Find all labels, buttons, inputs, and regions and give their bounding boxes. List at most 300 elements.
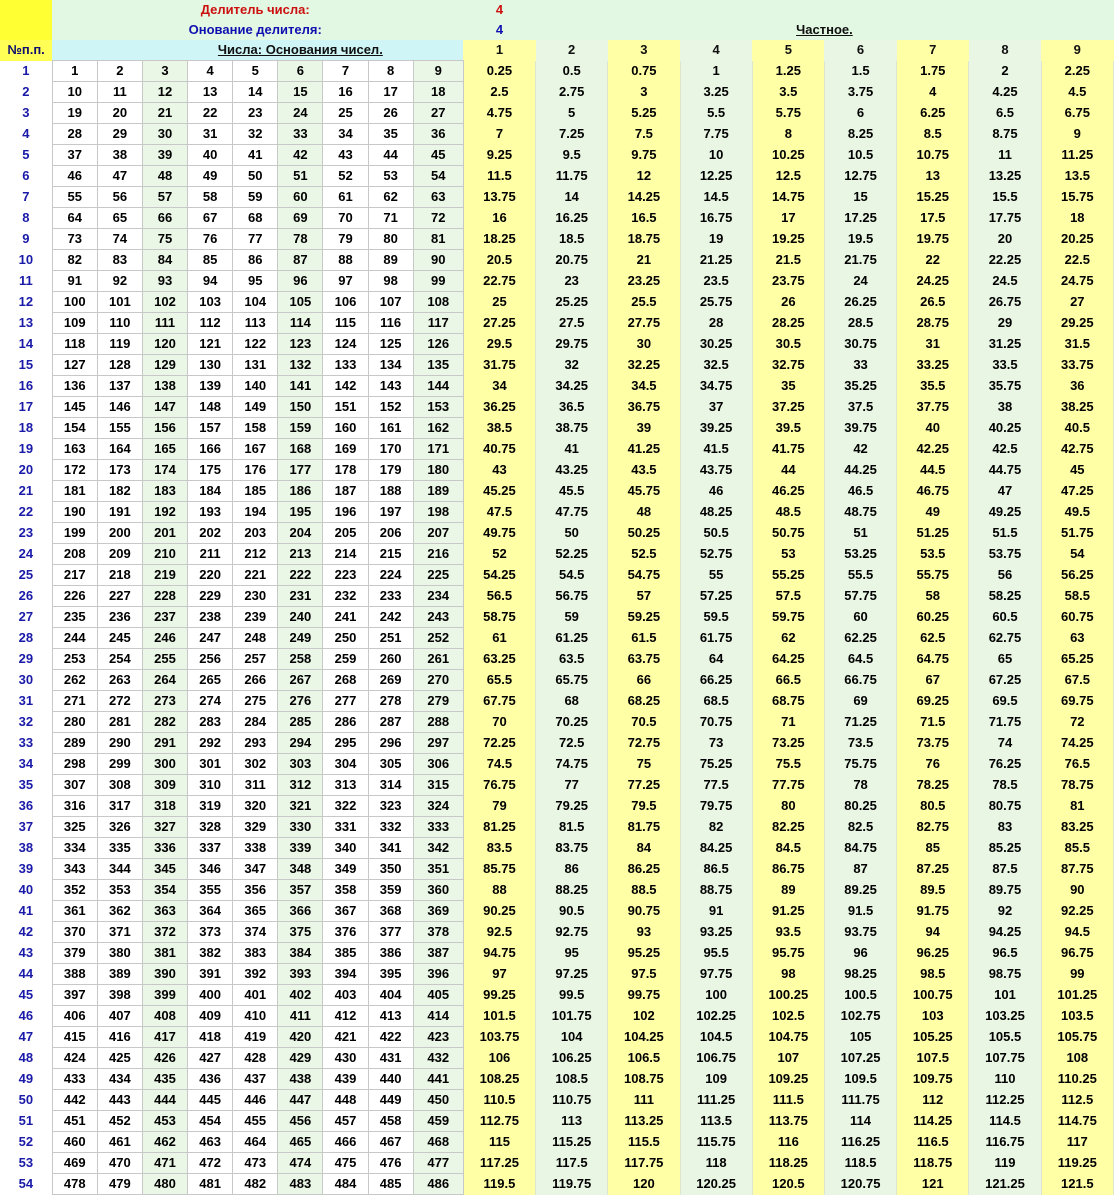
quotient-cell[interactable]: 52.5	[608, 544, 680, 565]
quotient-cell[interactable]: 107	[752, 1048, 824, 1069]
quotient-cell[interactable]: 31	[897, 334, 969, 355]
row-index[interactable]: 14	[0, 334, 52, 355]
quotient-cell[interactable]: 3	[608, 82, 680, 103]
number-cell[interactable]: 187	[323, 481, 368, 502]
quotient-cell[interactable]: 0.75	[608, 61, 680, 82]
quotient-cell[interactable]: 88	[463, 880, 535, 901]
number-cell[interactable]: 290	[97, 733, 142, 754]
number-cell[interactable]: 374	[233, 922, 278, 943]
quotient-cell[interactable]: 8.5	[897, 124, 969, 145]
quotient-cell[interactable]: 23.25	[608, 271, 680, 292]
quotient-cell[interactable]: 37.25	[752, 397, 824, 418]
number-cell[interactable]: 40	[188, 145, 233, 166]
quotient-cell[interactable]: 15	[824, 187, 896, 208]
row-index[interactable]: 5	[0, 145, 52, 166]
number-cell[interactable]: 365	[233, 901, 278, 922]
number-cell[interactable]: 463	[188, 1132, 233, 1153]
row-index[interactable]: 4	[0, 124, 52, 145]
quotient-cell[interactable]: 35.75	[969, 376, 1041, 397]
number-cell[interactable]: 79	[323, 229, 368, 250]
quotient-cell[interactable]: 7.25	[536, 124, 608, 145]
number-cell[interactable]: 302	[233, 754, 278, 775]
number-cell[interactable]: 135	[413, 355, 463, 376]
quotient-cell[interactable]: 17	[752, 208, 824, 229]
number-cell[interactable]: 320	[233, 796, 278, 817]
quotient-cell[interactable]: 111.5	[752, 1090, 824, 1111]
quotient-cell[interactable]: 82.5	[824, 817, 896, 838]
quotient-cell[interactable]: 17.75	[969, 208, 1041, 229]
row-index[interactable]: 36	[0, 796, 52, 817]
quotient-cell[interactable]: 30.75	[824, 334, 896, 355]
number-cell[interactable]: 312	[278, 775, 323, 796]
quotient-cell[interactable]: 37.75	[897, 397, 969, 418]
number-cell[interactable]: 157	[188, 418, 233, 439]
number-cell[interactable]: 359	[368, 880, 413, 901]
number-cell[interactable]: 140	[233, 376, 278, 397]
number-cell[interactable]: 123	[278, 334, 323, 355]
number-cell[interactable]: 391	[188, 964, 233, 985]
quotient-cell[interactable]: 49	[897, 502, 969, 523]
quotient-cell[interactable]: 10.25	[752, 145, 824, 166]
quotient-cell[interactable]: 31.25	[969, 334, 1041, 355]
number-cell[interactable]: 343	[52, 859, 97, 880]
quotient-cell[interactable]: 20.25	[1041, 229, 1113, 250]
quotient-cell[interactable]: 75	[608, 754, 680, 775]
quotient-cell[interactable]: 58.5	[1041, 586, 1113, 607]
quotient-cell[interactable]: 110.25	[1041, 1069, 1113, 1090]
quotient-cell[interactable]: 95.25	[608, 943, 680, 964]
quotient-col-header[interactable]: 3	[608, 40, 680, 61]
quotient-cell[interactable]: 21.5	[752, 250, 824, 271]
number-cell[interactable]: 351	[413, 859, 463, 880]
number-cell[interactable]: 459	[413, 1111, 463, 1132]
quotient-cell[interactable]: 5.25	[608, 103, 680, 124]
number-cell[interactable]: 434	[97, 1069, 142, 1090]
number-cell[interactable]: 235	[52, 607, 97, 628]
number-cell[interactable]: 114	[278, 313, 323, 334]
number-cell[interactable]: 411	[278, 1006, 323, 1027]
number-cell[interactable]: 416	[97, 1027, 142, 1048]
number-cell[interactable]: 429	[278, 1048, 323, 1069]
quotient-cell[interactable]: 118.25	[752, 1153, 824, 1174]
number-cell[interactable]: 74	[97, 229, 142, 250]
number-cell[interactable]: 294	[278, 733, 323, 754]
quotient-cell[interactable]: 120	[608, 1174, 680, 1195]
quotient-cell[interactable]: 81	[1041, 796, 1113, 817]
number-cell[interactable]: 246	[142, 628, 187, 649]
quotient-cell[interactable]: 61.25	[536, 628, 608, 649]
quotient-cell[interactable]: 116.25	[824, 1132, 896, 1153]
number-cell[interactable]: 177	[278, 460, 323, 481]
number-cell[interactable]: 357	[278, 880, 323, 901]
number-cell[interactable]: 107	[368, 292, 413, 313]
number-cell[interactable]: 329	[233, 817, 278, 838]
quotient-cell[interactable]: 51	[824, 523, 896, 544]
number-cell[interactable]: 110	[97, 313, 142, 334]
number-cell[interactable]: 263	[97, 670, 142, 691]
number-cell[interactable]: 399	[142, 985, 187, 1006]
number-cell[interactable]: 68	[233, 208, 278, 229]
number-cell[interactable]: 408	[142, 1006, 187, 1027]
quotient-cell[interactable]: 26.25	[824, 292, 896, 313]
quotient-cell[interactable]: 86.5	[680, 859, 752, 880]
number-cell[interactable]: 125	[368, 334, 413, 355]
quotient-cell[interactable]: 97.5	[608, 964, 680, 985]
index-header[interactable]: №п.п.	[0, 40, 52, 61]
row-index[interactable]: 42	[0, 922, 52, 943]
number-cell[interactable]: 313	[323, 775, 368, 796]
number-cell[interactable]: 338	[233, 838, 278, 859]
number-cell[interactable]: 113	[233, 313, 278, 334]
quotient-cell[interactable]: 19.5	[824, 229, 896, 250]
quotient-cell[interactable]: 86.25	[608, 859, 680, 880]
quotient-cell[interactable]: 36.75	[608, 397, 680, 418]
number-cell[interactable]: 427	[188, 1048, 233, 1069]
row-index[interactable]: 40	[0, 880, 52, 901]
quotient-cell[interactable]: 65.25	[1041, 649, 1113, 670]
quotient-cell[interactable]: 12.5	[752, 166, 824, 187]
quotient-cell[interactable]: 21.75	[824, 250, 896, 271]
quotient-cell[interactable]: 40.25	[969, 418, 1041, 439]
number-cell[interactable]: 478	[52, 1174, 97, 1195]
quotient-cell[interactable]: 94.25	[969, 922, 1041, 943]
number-cell[interactable]: 390	[142, 964, 187, 985]
number-cell[interactable]: 78	[278, 229, 323, 250]
quotient-cell[interactable]: 47.25	[1041, 481, 1113, 502]
quotient-cell[interactable]: 78.75	[1041, 775, 1113, 796]
number-cell[interactable]: 331	[323, 817, 368, 838]
quotient-cell[interactable]: 24	[824, 271, 896, 292]
quotient-cell[interactable]: 111.75	[824, 1090, 896, 1111]
quotient-cell[interactable]: 56.75	[536, 586, 608, 607]
quotient-cell[interactable]: 16.5	[608, 208, 680, 229]
quotient-cell[interactable]: 75.25	[680, 754, 752, 775]
quotient-cell[interactable]: 35	[752, 376, 824, 397]
number-cell[interactable]: 167	[233, 439, 278, 460]
quotient-cell[interactable]: 70.75	[680, 712, 752, 733]
number-cell[interactable]: 36	[413, 124, 463, 145]
number-cell[interactable]: 43	[323, 145, 368, 166]
quotient-cell[interactable]: 69.25	[897, 691, 969, 712]
row-index[interactable]: 20	[0, 460, 52, 481]
number-cell[interactable]: 469	[52, 1153, 97, 1174]
number-cell[interactable]: 175	[188, 460, 233, 481]
quotient-cell[interactable]: 89	[752, 880, 824, 901]
quotient-cell[interactable]: 93.25	[680, 922, 752, 943]
quotient-cell[interactable]: 109.5	[824, 1069, 896, 1090]
quotient-cell[interactable]: 56.5	[463, 586, 535, 607]
number-cell[interactable]: 112	[188, 313, 233, 334]
number-cell[interactable]: 6	[278, 61, 323, 82]
number-cell[interactable]: 150	[278, 397, 323, 418]
quotient-cell[interactable]: 112	[897, 1090, 969, 1111]
row-index[interactable]: 25	[0, 565, 52, 586]
number-cell[interactable]: 148	[188, 397, 233, 418]
quotient-cell[interactable]: 16.25	[536, 208, 608, 229]
quotient-cell[interactable]: 0.5	[536, 61, 608, 82]
number-cell[interactable]: 132	[278, 355, 323, 376]
number-cell[interactable]: 124	[323, 334, 368, 355]
number-cell[interactable]: 90	[413, 250, 463, 271]
quotient-cell[interactable]: 109.75	[897, 1069, 969, 1090]
quotient-cell[interactable]: 10	[680, 145, 752, 166]
number-cell[interactable]: 122	[233, 334, 278, 355]
number-cell[interactable]: 247	[188, 628, 233, 649]
number-cell[interactable]: 67	[188, 208, 233, 229]
quotient-cell[interactable]: 97.25	[536, 964, 608, 985]
quotient-cell[interactable]: 103.25	[969, 1006, 1041, 1027]
number-cell[interactable]: 164	[97, 439, 142, 460]
number-cell[interactable]: 325	[52, 817, 97, 838]
quotient-cell[interactable]: 9.75	[608, 145, 680, 166]
quotient-cell[interactable]: 5	[536, 103, 608, 124]
number-cell[interactable]: 81	[413, 229, 463, 250]
quotient-cell[interactable]: 14	[536, 187, 608, 208]
quotient-cell[interactable]: 22	[897, 250, 969, 271]
quotient-cell[interactable]: 33.75	[1041, 355, 1113, 376]
quotient-cell[interactable]: 43.5	[608, 460, 680, 481]
quotient-cell[interactable]: 11.25	[1041, 145, 1113, 166]
quotient-cell[interactable]: 42.75	[1041, 439, 1113, 460]
quotient-cell[interactable]: 16	[463, 208, 535, 229]
number-cell[interactable]: 129	[142, 355, 187, 376]
number-cell[interactable]: 308	[97, 775, 142, 796]
number-cell[interactable]: 482	[233, 1174, 278, 1195]
quotient-cell[interactable]: 108.75	[608, 1069, 680, 1090]
quotient-cell[interactable]: 34	[463, 376, 535, 397]
number-cell[interactable]: 473	[233, 1153, 278, 1174]
number-cell[interactable]: 383	[233, 943, 278, 964]
quotient-cell[interactable]: 70.5	[608, 712, 680, 733]
quotient-cell[interactable]: 32.25	[608, 355, 680, 376]
number-cell[interactable]: 311	[233, 775, 278, 796]
quotient-col-header[interactable]: 5	[752, 40, 824, 61]
number-cell[interactable]: 413	[368, 1006, 413, 1027]
number-cell[interactable]: 432	[413, 1048, 463, 1069]
quotient-cell[interactable]: 9.5	[536, 145, 608, 166]
quotient-cell[interactable]: 27.25	[463, 313, 535, 334]
number-cell[interactable]: 193	[188, 502, 233, 523]
quotient-cell[interactable]: 46.5	[824, 481, 896, 502]
number-cell[interactable]: 310	[188, 775, 233, 796]
number-cell[interactable]: 13	[188, 82, 233, 103]
row-index[interactable]: 22	[0, 502, 52, 523]
quotient-cell[interactable]: 102.75	[824, 1006, 896, 1027]
number-cell[interactable]: 417	[142, 1027, 187, 1048]
quotient-cell[interactable]: 112.25	[969, 1090, 1041, 1111]
number-cell[interactable]: 35	[368, 124, 413, 145]
corner-cell[interactable]	[0, 0, 52, 20]
row-index[interactable]: 34	[0, 754, 52, 775]
number-cell[interactable]: 106	[323, 292, 368, 313]
row-index[interactable]: 11	[0, 271, 52, 292]
quotient-cell[interactable]: 54	[1041, 544, 1113, 565]
quotient-cell[interactable]: 59	[536, 607, 608, 628]
number-cell[interactable]: 444	[142, 1090, 187, 1111]
number-cell[interactable]: 436	[188, 1069, 233, 1090]
quotient-cell[interactable]: 49.75	[463, 523, 535, 544]
quotient-cell[interactable]: 112.5	[1041, 1090, 1113, 1111]
quotient-cell[interactable]: 110	[969, 1069, 1041, 1090]
number-cell[interactable]: 249	[278, 628, 323, 649]
number-cell[interactable]: 154	[52, 418, 97, 439]
quotient-cell[interactable]: 90	[1041, 880, 1113, 901]
number-cell[interactable]: 266	[233, 670, 278, 691]
quotient-cell[interactable]: 22.5	[1041, 250, 1113, 271]
number-cell[interactable]: 226	[52, 586, 97, 607]
number-cell[interactable]: 58	[188, 187, 233, 208]
number-cell[interactable]: 279	[413, 691, 463, 712]
number-cell[interactable]: 403	[323, 985, 368, 1006]
number-cell[interactable]: 189	[413, 481, 463, 502]
quotient-cell[interactable]: 26.75	[969, 292, 1041, 313]
quotient-cell[interactable]: 95.5	[680, 943, 752, 964]
number-cell[interactable]: 330	[278, 817, 323, 838]
row-index[interactable]: 15	[0, 355, 52, 376]
quotient-cell[interactable]: 114.5	[969, 1111, 1041, 1132]
number-cell[interactable]: 77	[233, 229, 278, 250]
quotient-cell[interactable]: 88.75	[680, 880, 752, 901]
number-cell[interactable]: 212	[233, 544, 278, 565]
number-cell[interactable]: 131	[233, 355, 278, 376]
quotient-cell[interactable]: 11.5	[463, 166, 535, 187]
row-index[interactable]: 29	[0, 649, 52, 670]
quotient-cell[interactable]: 29.25	[1041, 313, 1113, 334]
number-cell[interactable]: 284	[233, 712, 278, 733]
quotient-cell[interactable]: 84	[608, 838, 680, 859]
quotient-cell[interactable]: 54.75	[608, 565, 680, 586]
quotient-cell[interactable]: 7.75	[680, 124, 752, 145]
number-cell[interactable]: 117	[413, 313, 463, 334]
number-cell[interactable]: 159	[278, 418, 323, 439]
quotient-cell[interactable]: 119.75	[536, 1174, 608, 1195]
row-index[interactable]: 6	[0, 166, 52, 187]
number-cell[interactable]: 366	[278, 901, 323, 922]
quotient-cell[interactable]: 114	[824, 1111, 896, 1132]
quotient-cell[interactable]: 0.25	[463, 61, 535, 82]
quotient-cell[interactable]: 30	[608, 334, 680, 355]
number-cell[interactable]: 433	[52, 1069, 97, 1090]
number-cell[interactable]: 86	[233, 250, 278, 271]
quotient-cell[interactable]: 64.75	[897, 649, 969, 670]
row-index[interactable]: 52	[0, 1132, 52, 1153]
number-cell[interactable]: 196	[323, 502, 368, 523]
row-index[interactable]: 38	[0, 838, 52, 859]
quotient-col-header[interactable]: 8	[969, 40, 1041, 61]
quotient-cell[interactable]: 9	[1041, 124, 1113, 145]
quotient-cell[interactable]: 104	[536, 1027, 608, 1048]
quotient-cell[interactable]: 100.5	[824, 985, 896, 1006]
number-cell[interactable]: 147	[142, 397, 187, 418]
number-cell[interactable]: 472	[188, 1153, 233, 1174]
quotient-cell[interactable]: 114.75	[1041, 1111, 1113, 1132]
quotient-cell[interactable]: 13.75	[463, 187, 535, 208]
quotient-cell[interactable]: 18.5	[536, 229, 608, 250]
number-cell[interactable]: 337	[188, 838, 233, 859]
number-cell[interactable]: 369	[413, 901, 463, 922]
quotient-cell[interactable]: 115.25	[536, 1132, 608, 1153]
number-cell[interactable]: 382	[188, 943, 233, 964]
number-cell[interactable]: 97	[323, 271, 368, 292]
number-cell[interactable]: 301	[188, 754, 233, 775]
number-cell[interactable]: 424	[52, 1048, 97, 1069]
quotient-cell[interactable]: 6.75	[1041, 103, 1113, 124]
quotient-cell[interactable]: 50.5	[680, 523, 752, 544]
quotient-cell[interactable]: 57.25	[680, 586, 752, 607]
number-cell[interactable]: 378	[413, 922, 463, 943]
quotient-cell[interactable]: 100.75	[897, 985, 969, 1006]
quotient-cell[interactable]: 59.25	[608, 607, 680, 628]
quotient-cell[interactable]: 1.25	[752, 61, 824, 82]
number-cell[interactable]: 215	[368, 544, 413, 565]
quotient-cell[interactable]: 67.5	[1041, 670, 1113, 691]
number-cell[interactable]: 165	[142, 439, 187, 460]
quotient-cell[interactable]: 105.25	[897, 1027, 969, 1048]
quotient-col-header[interactable]: 1	[463, 40, 535, 61]
number-cell[interactable]: 431	[368, 1048, 413, 1069]
quotient-cell[interactable]: 14.5	[680, 187, 752, 208]
quotient-cell[interactable]: 91.5	[824, 901, 896, 922]
number-cell[interactable]: 457	[323, 1111, 368, 1132]
number-cell[interactable]: 269	[368, 670, 413, 691]
number-cell[interactable]: 342	[413, 838, 463, 859]
number-cell[interactable]: 319	[188, 796, 233, 817]
quotient-cell[interactable]: 90.75	[608, 901, 680, 922]
number-cell[interactable]: 462	[142, 1132, 187, 1153]
number-cell[interactable]: 276	[278, 691, 323, 712]
number-cell[interactable]: 34	[323, 124, 368, 145]
quotient-cell[interactable]: 109	[680, 1069, 752, 1090]
quotient-cell[interactable]: 101.25	[1041, 985, 1113, 1006]
number-cell[interactable]: 33	[278, 124, 323, 145]
number-cell[interactable]: 231	[278, 586, 323, 607]
quotient-cell[interactable]: 81.5	[536, 817, 608, 838]
number-cell[interactable]: 321	[278, 796, 323, 817]
number-cell[interactable]: 273	[142, 691, 187, 712]
quotient-cell[interactable]: 55.75	[897, 565, 969, 586]
quotient-cell[interactable]: 88.5	[608, 880, 680, 901]
number-cell[interactable]: 240	[278, 607, 323, 628]
number-cell[interactable]: 200	[97, 523, 142, 544]
number-cell[interactable]: 174	[142, 460, 187, 481]
number-cell[interactable]: 120	[142, 334, 187, 355]
number-cell[interactable]: 130	[188, 355, 233, 376]
quotient-cell[interactable]: 41	[536, 439, 608, 460]
quotient-cell[interactable]: 45.75	[608, 481, 680, 502]
quotient-cell[interactable]: 115.75	[680, 1132, 752, 1153]
number-cell[interactable]: 298	[52, 754, 97, 775]
number-cell[interactable]: 169	[323, 439, 368, 460]
row-index[interactable]: 35	[0, 775, 52, 796]
number-cell[interactable]: 206	[368, 523, 413, 544]
number-cell[interactable]: 230	[233, 586, 278, 607]
quotient-cell[interactable]: 99.25	[463, 985, 535, 1006]
quotient-cell[interactable]: 25.75	[680, 292, 752, 313]
number-cell[interactable]: 158	[233, 418, 278, 439]
quotient-cell[interactable]: 34.75	[680, 376, 752, 397]
quotient-cell[interactable]: 61	[463, 628, 535, 649]
number-cell[interactable]: 354	[142, 880, 187, 901]
quotient-cell[interactable]: 72.25	[463, 733, 535, 754]
quotient-cell[interactable]: 17.25	[824, 208, 896, 229]
quotient-cell[interactable]: 73.75	[897, 733, 969, 754]
number-cell[interactable]: 42	[278, 145, 323, 166]
row-index[interactable]: 53	[0, 1153, 52, 1174]
quotient-cell[interactable]: 6.5	[969, 103, 1041, 124]
quotient-cell[interactable]: 2.75	[536, 82, 608, 103]
quotient-cell[interactable]: 53.75	[969, 544, 1041, 565]
quotient-cell[interactable]: 39	[608, 418, 680, 439]
